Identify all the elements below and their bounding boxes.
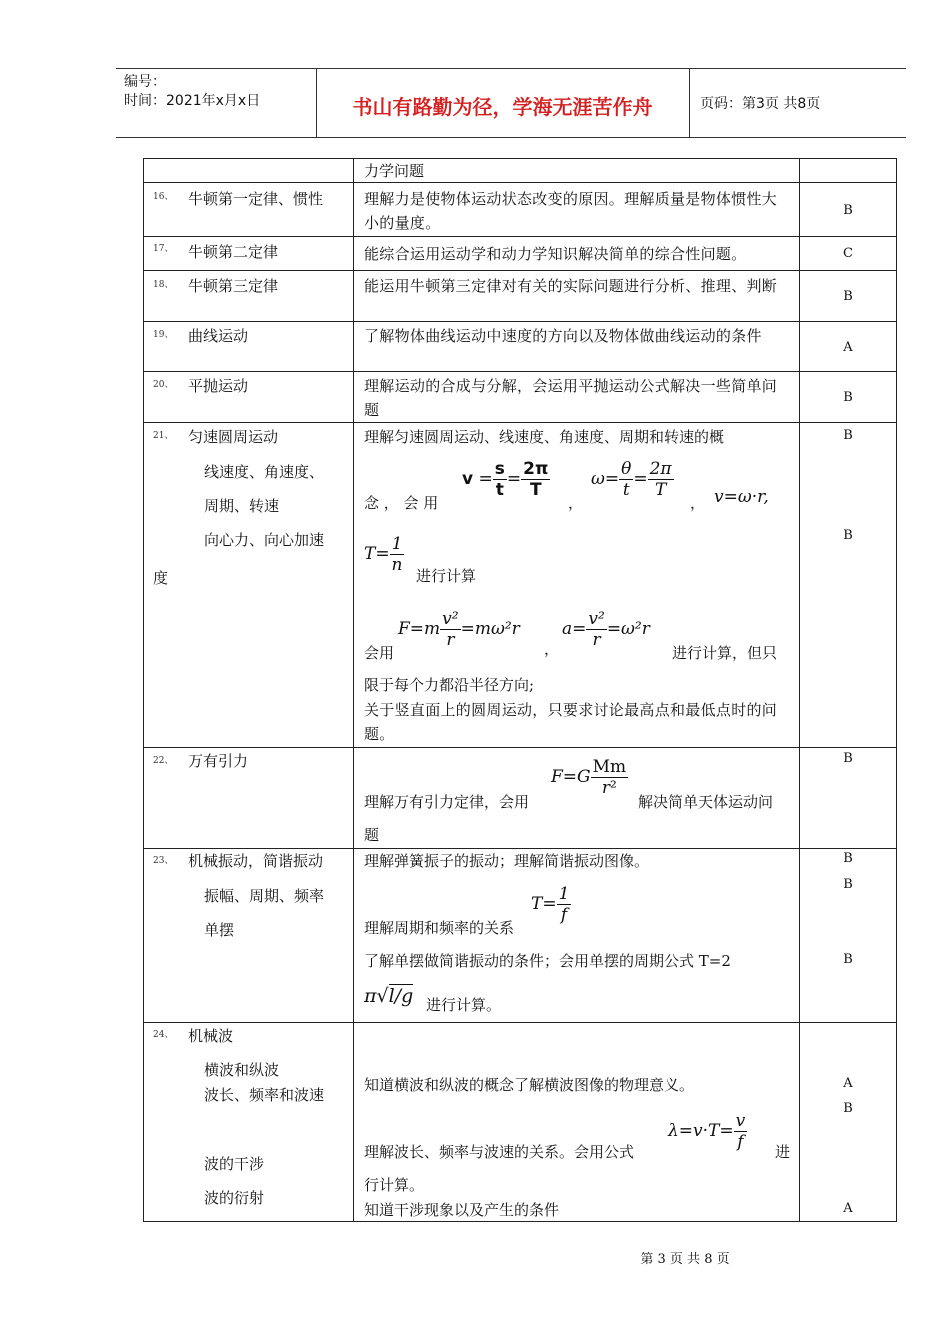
page-footer xyxy=(0,1248,950,1267)
row-number: 24、 xyxy=(153,1030,174,1040)
topic: 曲线运动 xyxy=(188,327,249,345)
formula-centripetal-accel: a= $\frac{\text{v²}}{r}$ =ω²r xyxy=(562,609,650,650)
grade: B xyxy=(843,289,853,304)
subtopic: 波的干涉 xyxy=(204,1155,265,1173)
row-divider xyxy=(144,747,896,748)
grade: B xyxy=(843,851,853,866)
comma-sep: ， xyxy=(544,640,560,658)
topic: 机械波 xyxy=(188,1027,234,1045)
row-divider xyxy=(144,236,896,237)
formula-linear-angular: v=ω·r, xyxy=(714,487,769,507)
formula-period: T= $\frac{1}{n}$ xyxy=(364,534,403,575)
footer-page-number: 第 3 页 共 8 页 xyxy=(640,1252,730,1267)
subtopic: 横波和纵波 xyxy=(204,1061,280,1079)
subtopic: 向心力、向心加速 xyxy=(204,531,325,549)
grade: B xyxy=(843,528,853,543)
grade: B xyxy=(843,428,853,443)
header-left xyxy=(124,73,260,111)
serial-label: 编号： xyxy=(124,74,166,90)
row-number: 23、 xyxy=(153,856,174,866)
subtopic: 周期、转速 xyxy=(204,497,280,515)
requirement: 关于竖直面上的圆周运动，只要求讨论最高点和最低点时的问题。 xyxy=(364,701,778,743)
requirement: 了解单摆做简谐振动的条件；会用单摆的周期公式 T=2 xyxy=(364,952,731,970)
grade: B xyxy=(843,877,853,892)
subtopic: 波的衍射 xyxy=(204,1189,265,1207)
topic: 匀速圆周运动 xyxy=(188,428,279,446)
requirement: 了解物体曲线运动中速度的方向以及物体做曲线运动的条件 xyxy=(364,327,762,345)
row-number: 22、 xyxy=(153,756,174,766)
subtopic: 线速度、角速度、 xyxy=(204,463,325,481)
row-divider xyxy=(144,1022,896,1023)
subtopic: 单摆 xyxy=(204,921,235,939)
grade: B xyxy=(843,751,853,766)
requirement: 行计算。 xyxy=(364,1176,425,1194)
column-divider xyxy=(799,159,800,1221)
row-divider xyxy=(144,371,896,372)
requirement: 理解弹簧振子的振动；理解简谐振动图像。 xyxy=(364,852,650,870)
row-number: 16、 xyxy=(153,192,174,202)
requirement: 题 xyxy=(364,826,380,844)
grade: B xyxy=(843,203,853,218)
section-label: 力学问题 xyxy=(364,162,425,180)
formula-angular-velocity: ω= $\frac{\theta}{t}$ = $\frac{2\pi}{T}$ xyxy=(591,459,672,500)
row-number: 20、 xyxy=(153,380,174,390)
formula-period-frequency: T= $\frac{1}{f}$ xyxy=(531,884,570,925)
requirement: 进行计算 xyxy=(416,567,477,585)
formula-centripetal-force: F=m $\frac{\text{v²}}{r}$ =mω²r xyxy=(398,609,520,650)
header-motto: 书山有路勤为径，学海无涯苦作舟 xyxy=(352,95,653,119)
grade: C xyxy=(843,246,853,261)
column-divider xyxy=(353,159,354,1221)
grade: A xyxy=(843,340,853,355)
row-number: 19、 xyxy=(153,330,174,340)
subtopic: 度 xyxy=(153,569,169,587)
row-divider xyxy=(144,270,896,271)
formula-wave-speed: λ=v·T= $\frac{v}{f}$ xyxy=(668,1111,746,1152)
requirement: 进行计算。 xyxy=(426,996,502,1014)
row-number: 21、 xyxy=(153,431,174,441)
topic: 牛顿第一定律、惯性 xyxy=(188,190,324,208)
row-divider xyxy=(144,321,896,322)
row-number: 17、 xyxy=(153,244,174,254)
grade: A xyxy=(843,1076,853,1091)
page-number-label: 页码：第3页 共8页 xyxy=(700,96,821,112)
requirement: 能运用牛顿第三定律对有关的实际问题进行分析、推理、判断 xyxy=(364,277,778,295)
grade: A xyxy=(843,1201,853,1216)
header-divider xyxy=(689,69,690,137)
topic: 牛顿第二定律 xyxy=(188,243,279,261)
topic: 机械振动，简谐振动 xyxy=(188,852,324,870)
requirement: 会用 xyxy=(364,644,395,662)
subtopic: 振幅、周期、频率 xyxy=(204,887,325,905)
topic: 万有引力 xyxy=(188,752,249,770)
topic: 平抛运动 xyxy=(188,377,249,395)
row-divider xyxy=(144,422,896,423)
time-label: 时间：2021年x月x日 xyxy=(124,93,261,109)
requirement: 进行计算，但只 xyxy=(672,644,778,662)
row-divider xyxy=(144,182,896,183)
grade: B xyxy=(843,390,853,405)
requirement: 理解万有引力定律，会用 xyxy=(364,793,530,811)
requirement: 解决简单天体运动问 xyxy=(638,793,774,811)
formula-pendulum: π√l/g xyxy=(364,985,414,1007)
row-number: 18、 xyxy=(153,280,174,290)
requirement: 理解运动的合成与分解，会运用平抛运动公式解决一些简单问题 xyxy=(364,377,778,419)
topic: 牛顿第三定律 xyxy=(188,277,279,295)
requirement: 理解周期和频率的关系 xyxy=(364,919,515,937)
requirement: 理解力是使物体运动状态改变的原因。理解质量是物体惯性大小的量度。 xyxy=(364,190,778,232)
formula-velocity: v = $\frac{s}{t}$ = $\frac{2\pi}{T}$ xyxy=(462,459,549,500)
requirement: 进 xyxy=(775,1143,791,1161)
grade: B xyxy=(843,1101,853,1116)
subtopic: 波长、频率和波速 xyxy=(204,1086,325,1104)
requirement: 知道干涉现象以及产生的条件 xyxy=(364,1201,560,1219)
comma-sep: ， xyxy=(690,494,706,512)
page-header xyxy=(116,68,906,138)
comma-sep: ， xyxy=(568,494,584,512)
requirement: 能综合运用运动学和动力学知识解决简单的综合性问题。 xyxy=(364,245,747,263)
requirement: 限于每个力都沿半径方向; xyxy=(364,676,535,694)
requirement: 念 ， 会 用 xyxy=(364,494,439,512)
requirement: 理解波长、频率与波速的关系。会用公式 xyxy=(364,1143,635,1161)
requirement: 理解匀速圆周运动、线速度、角速度、周期和转速的概 xyxy=(364,428,725,446)
syllabus-table xyxy=(143,158,897,1222)
formula-gravitation: F=G $\frac{Mm}{\text{r²}}$ xyxy=(551,757,627,798)
grade: B xyxy=(843,952,853,967)
requirement: 知道横波和纵波的概念了解横波图像的物理意义。 xyxy=(364,1076,695,1094)
